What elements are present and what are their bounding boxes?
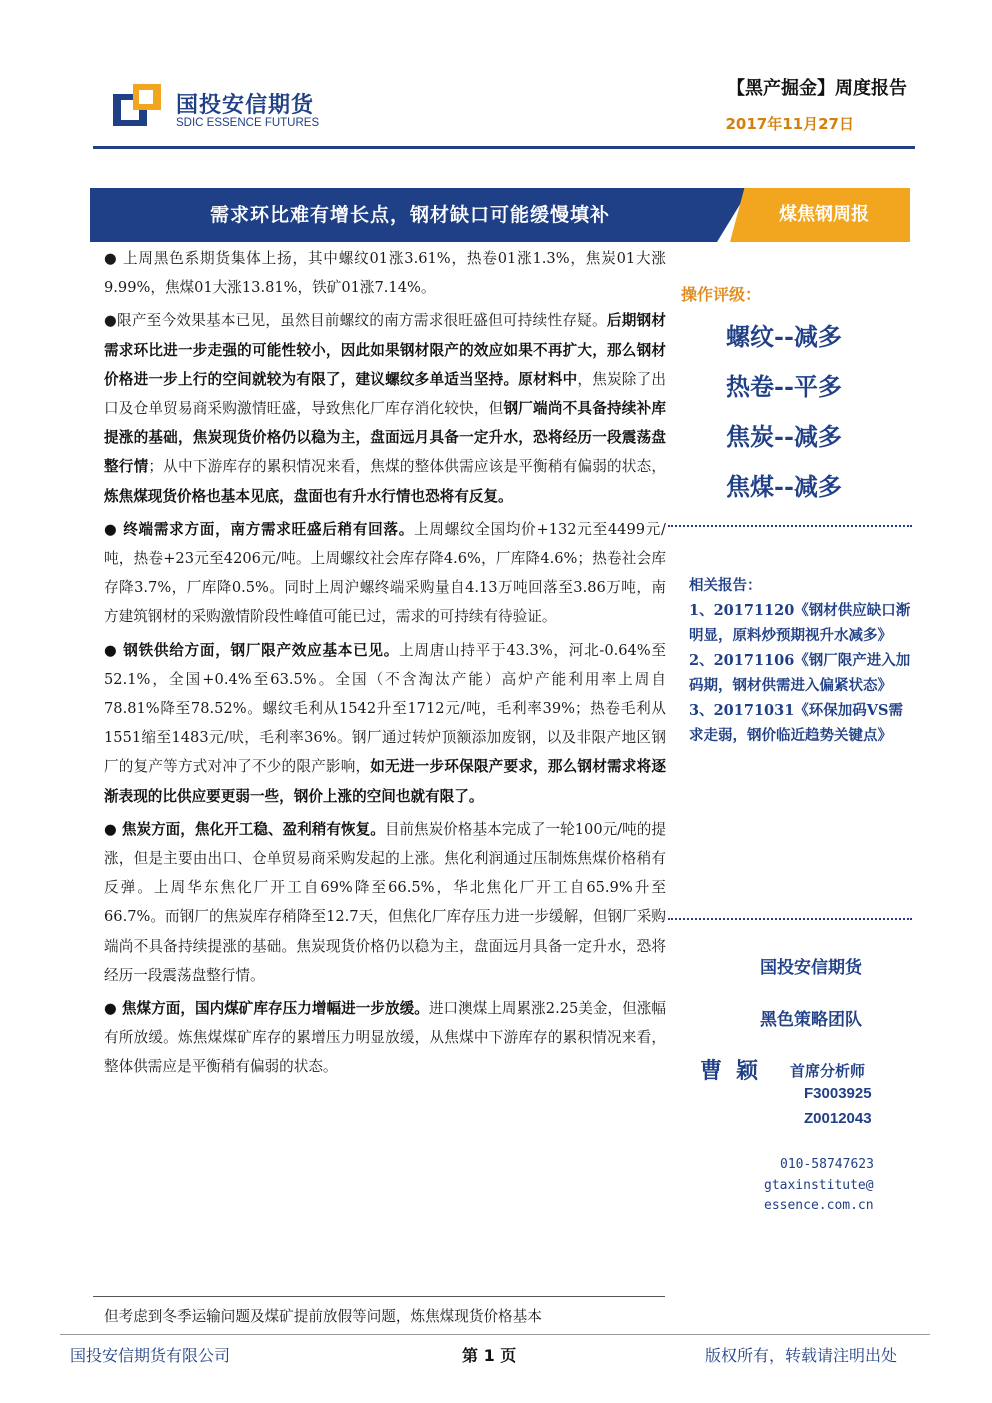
sidebar-team-name: 黑色策略团队: [760, 1010, 862, 1030]
analyst-email-line-2[interactable]: essence.com.cn: [764, 1198, 874, 1213]
outlook-text-f: 炼焦煤现货价格也基本见底，盘面也有升水行情也恐将有反复。: [104, 487, 513, 505]
company-logo-icon: [113, 84, 161, 126]
analyst-certificate-1: F3003925: [804, 1085, 872, 1102]
demand-text: 上周螺纹全国均价+132元至4499元/吨，热卷+23元至4206元/吨。上周螺纹社会库存降4.6%，厂库降4.6%；热卷社会库存降3.7%，厂库降0.5%。同时上周沪螺终端采购量自4.13万吨回落至3.86万吨，南方建筑钢材的采购激情阶段性峰值可能已过，需求的可持续有待验证。: [104, 520, 666, 626]
footer-company: 国投安信期货有限公司: [70, 1346, 231, 1365]
page-number: 第 1 页: [462, 1346, 517, 1365]
outlook-paragraph: [104, 306, 666, 510]
related-reports-list: [689, 598, 911, 748]
coking-coal-paragraph: [104, 994, 666, 1082]
report-type: 【黑产掘金】周度报告: [727, 78, 907, 99]
demand-paragraph: [104, 515, 666, 632]
summary-paragraph: [104, 244, 666, 302]
coking-coal-text: 进口澳煤上周累涨2.25美金，但涨幅有所放缓。炼焦煤煤矿库存的累增压力明显放缓，从焦煤中下游库存的累积情况来看，整体供需应是平衡稍有偏弱的状态。: [104, 1000, 666, 1076]
supply-heading: ● 钢铁供给方面，钢厂限产效应基本已见。: [104, 641, 400, 659]
analyst-title: 首席分析师: [790, 1062, 866, 1080]
continued-text-line: 但考虑到冬季运输问题及煤矿提前放假等问题，炼焦煤现货价格基本: [104, 1308, 542, 1325]
supply-paragraph: [104, 636, 666, 811]
header-divider: [93, 146, 915, 149]
body-bottom-divider: [93, 1296, 665, 1297]
supply-conclusion: 如无进一步环保限产要求，那么钢材需求将逐渐表现的比供应要更弱一些，钢价上涨的空间也就有限了。: [104, 758, 666, 805]
rating-label: 操作评级：: [681, 285, 762, 304]
outlook-text-b: 后期钢材需求环比进一步走强的可能性较小，因此如果钢材限产的效应如果不再扩大，那么钢材价格进一步上行的空间就较为有限了，建议螺纹多单适当坚持。原材料中: [104, 312, 666, 388]
coking-coal-heading: ● 焦煤方面，国内煤矿库存压力增幅进一步放缓。: [104, 1000, 429, 1018]
report-date: 2017年11月27日: [725, 115, 854, 133]
sidebar-company-name: 国投安信期货: [760, 958, 862, 978]
rating-coking-coal: 焦煤--减多: [726, 472, 842, 501]
footer-divider: [60, 1334, 930, 1335]
outlook-text-c: ，焦炭除了出口及仓单贸易商采购激情旺盛，导致焦化厂库存消化较快，但: [104, 370, 666, 418]
demand-heading: ● 终端需求方面，南方需求旺盛后稍有回落。: [104, 520, 415, 538]
rating-rebar: 螺纹--减多: [726, 322, 842, 351]
sidebar-divider-top: [668, 525, 912, 527]
logo-english-name: SDIC ESSENCE FUTURES: [176, 117, 320, 129]
summary-text: ● 上周黑色系期货集体上扬，其中螺纹01涨3.61%，热卷01涨1.3%，焦炭01大涨9.99%，焦煤01大涨13.81%，铁矿01涨7.14%。: [104, 250, 666, 297]
outlook-text-a: ●限产至今效果基本已见，虽然目前螺纹的南方需求很旺盛但可持续性存疑。: [104, 312, 607, 330]
analyst-certificate-2: Z0012043: [804, 1110, 872, 1127]
footer-copyright: 版权所有，转载请注明出处: [705, 1346, 898, 1365]
rating-hot-coil: 热卷--平多: [726, 372, 842, 401]
analyst-email-line-1[interactable]: gtaxinstitute@: [764, 1178, 874, 1193]
supply-text: 上周唐山持平于43.3%，河北-0.64%至52.1%，全国+0.4%至63.5%。全国（不含淘汰产能）高炉产能利用率上周自78.81%降至78.52%。螺纹毛利从1542升至1712元/吨，毛利率39%；热卷毛利从1551缩至1483元/吠，毛利率36%。钢厂通过转炉顶额添加废钢，以及非限产地区钢厂的复产等方式对冲了不少的限产影响，: [104, 641, 666, 776]
related-reports-title: 相关报告：: [689, 577, 762, 594]
related-report-item[interactable]: 3、20171031《环保加码VS需求走弱，钢价临近趋势关键点》: [689, 702, 904, 744]
report-category-tag: 煤焦钢周报: [779, 204, 869, 225]
report-title: 需求环比难有增长点，钢材缺口可能缓慢填补: [209, 204, 610, 226]
coke-paragraph: [104, 815, 666, 990]
outlook-text-d: 钢厂端尚不具备持续补库提涨的基础，焦炭现货价格仍以稳为主，盘面远月具备一定升水，恐将经历一段震荡盘整行情: [104, 400, 666, 476]
coke-heading: ● 焦炭方面，焦化开工稳、盈利稍有恢复。: [104, 820, 385, 838]
coke-text: 目前焦炭价格基本完成了一轮100元/吨的提涨，但是主要由出口、仓单贸易商采购发起的上涨。焦化利润通过压制炼焦煤价格稍有反弹。上周华东焦化厂开工自69%降至66.5%，华北焦化厂开工自65.9%升至66.7%。而钢厂的焦炭库存稍降至12.7天，但焦化厂库存压力进一步缓解，但钢厂采购端尚不具备持续提涨的基础。焦炭现货价格仍以稳为主，盘面远月具备一定升水，恐将经历一段震荡盘整行情。: [104, 820, 666, 984]
related-report-item[interactable]: 1、20171120《钢材供应缺口渐明显，原料炒预期视升水减多》: [689, 602, 911, 644]
related-report-item[interactable]: 2、20171106《钢厂限产进入加码期，钢材供需进入偏紧状态》: [689, 652, 911, 694]
analyst-phone: 010-58747623: [780, 1157, 874, 1172]
outlook-text-e: ；从中下游库存的累积情况来看，焦煤的整体供需应该是平衡稍有偏弱的状态，: [148, 458, 666, 476]
rating-coke: 焦炭--减多: [726, 422, 842, 451]
rating-list: [726, 318, 842, 518]
logo-company-name: 国投安信期货: [176, 93, 315, 118]
sidebar-divider-bottom: [668, 918, 912, 920]
analyst-name: 曹颖: [700, 1059, 773, 1084]
report-body: [104, 244, 666, 1086]
